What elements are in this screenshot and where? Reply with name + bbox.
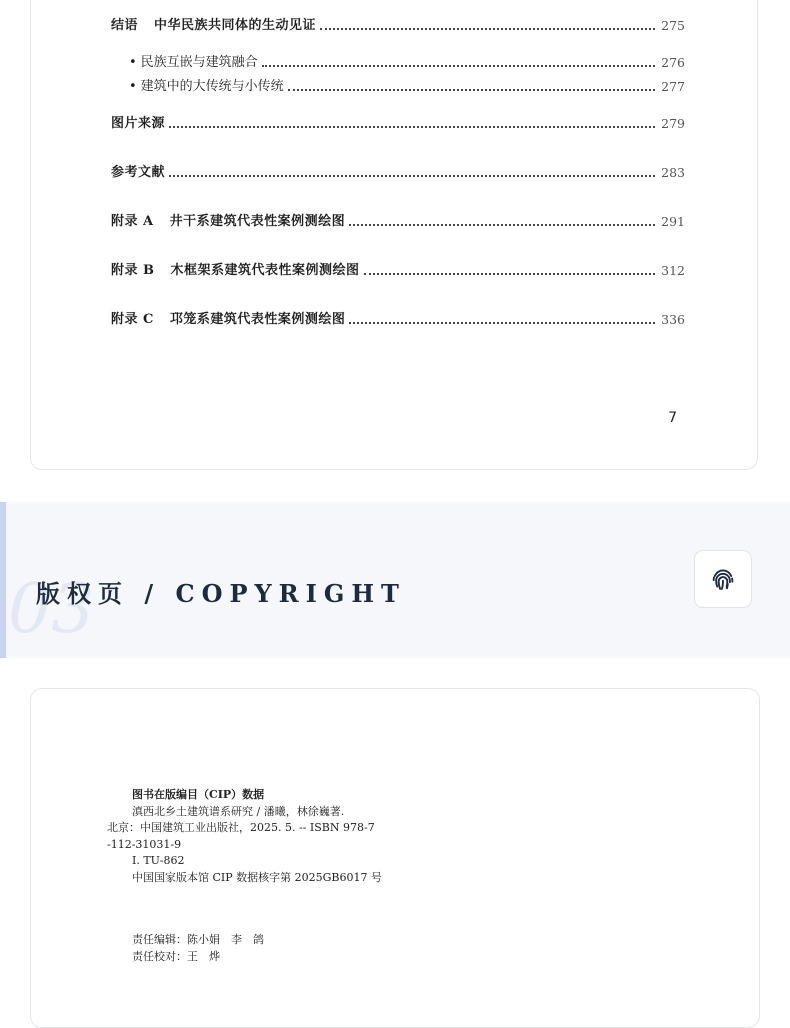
toc-entry-label: 附录 B (111, 263, 155, 278)
copyright-card (30, 688, 760, 1028)
cip-line: Ⅰ. TU-862 (132, 854, 185, 867)
toc-entry-title (111, 311, 345, 329)
toc-entry-page: 279 (661, 116, 685, 131)
toc-entry-title (111, 17, 316, 35)
toc-leader-dots (262, 65, 655, 67)
toc-entry-text: 民族互嵌与建筑融合 (140, 55, 258, 70)
toc-entry-title (129, 78, 284, 96)
cip-line: 北京：中国建筑工业出版社，2025. 5. -- ISBN 978-7 (107, 821, 375, 834)
toc-entry-text: 木框架系建筑代表性案例测绘图 (170, 263, 360, 278)
cip-heading: 图书在版编目（CIP）数据 (132, 788, 265, 801)
responsible-proofreader: 责任校对：王 烨 (132, 949, 220, 963)
toc-entry[interactable] (111, 262, 685, 280)
toc-entry-title (129, 54, 258, 72)
toc-leader-dots (364, 273, 655, 275)
toc-entry-page: 336 (661, 312, 685, 327)
toc-entry-title (111, 262, 360, 280)
toc-entry-page: 312 (661, 263, 685, 278)
toc-entry[interactable] (111, 164, 685, 182)
toc-entry-title (111, 213, 345, 231)
toc-entry-title: 图片来源 (111, 116, 166, 131)
section-header (0, 502, 790, 658)
fingerprint-icon (709, 565, 737, 593)
toc-entry[interactable] (111, 311, 685, 329)
toc-leader-dots (320, 28, 655, 30)
bullet-icon: • (129, 79, 137, 94)
cip-line: -112-31031-9 (107, 837, 182, 851)
cip-line: 滇西北乡土建筑谱系研究 / 潘曦，林徐巍著. (132, 804, 345, 818)
toc-leader-dots (349, 322, 655, 324)
toc-entry-label: 结语 (111, 18, 139, 33)
toc-subentry[interactable] (129, 78, 685, 96)
bullet-icon: • (129, 55, 137, 70)
toc-entry-page: 291 (661, 214, 685, 229)
toc-entry-title: 参考文献 (111, 165, 166, 180)
toc-entry-page: 283 (661, 165, 685, 180)
toc-entry-label: 附录 A (111, 214, 154, 229)
toc-entry[interactable] (111, 17, 685, 35)
toc-subentry[interactable] (129, 54, 685, 72)
toc-entry-text: 井干系建筑代表性案例测绘图 (169, 214, 346, 229)
toc-entry-text: 中华民族共同体的生动见证 (154, 18, 317, 33)
cip-block (107, 787, 407, 965)
section-title: 版权页 / COPYRIGHT (36, 579, 406, 608)
toc-entry-page: 276 (661, 55, 685, 70)
responsible-editor: 责任编辑：陈小娟 李 鸽 (132, 933, 264, 946)
toc-card (30, 0, 758, 470)
toc-entry-text: 邛笼系建筑代表性案例测绘图 (169, 312, 346, 327)
toc-entry-page: 275 (661, 18, 685, 33)
toc-entry[interactable] (111, 213, 685, 231)
toc-entry[interactable] (111, 115, 685, 133)
cip-line: 中国国家版本馆 CIP 数据核字第 2025GB6017 号 (132, 870, 383, 884)
toc-entry-text: 建筑中的大传统与小传统 (140, 79, 284, 94)
fingerprint-button[interactable] (694, 550, 752, 608)
toc-leader-dots (169, 175, 655, 177)
toc-leader-dots (169, 126, 655, 128)
toc-entry-label: 附录 C (111, 312, 154, 327)
toc-leader-dots (349, 224, 655, 226)
section-number: 03 (8, 570, 95, 649)
section-accent-bar (0, 502, 6, 658)
toc-entry-page: 277 (661, 79, 685, 94)
toc-leader-dots (288, 89, 655, 91)
page-number: 7 (668, 410, 677, 426)
